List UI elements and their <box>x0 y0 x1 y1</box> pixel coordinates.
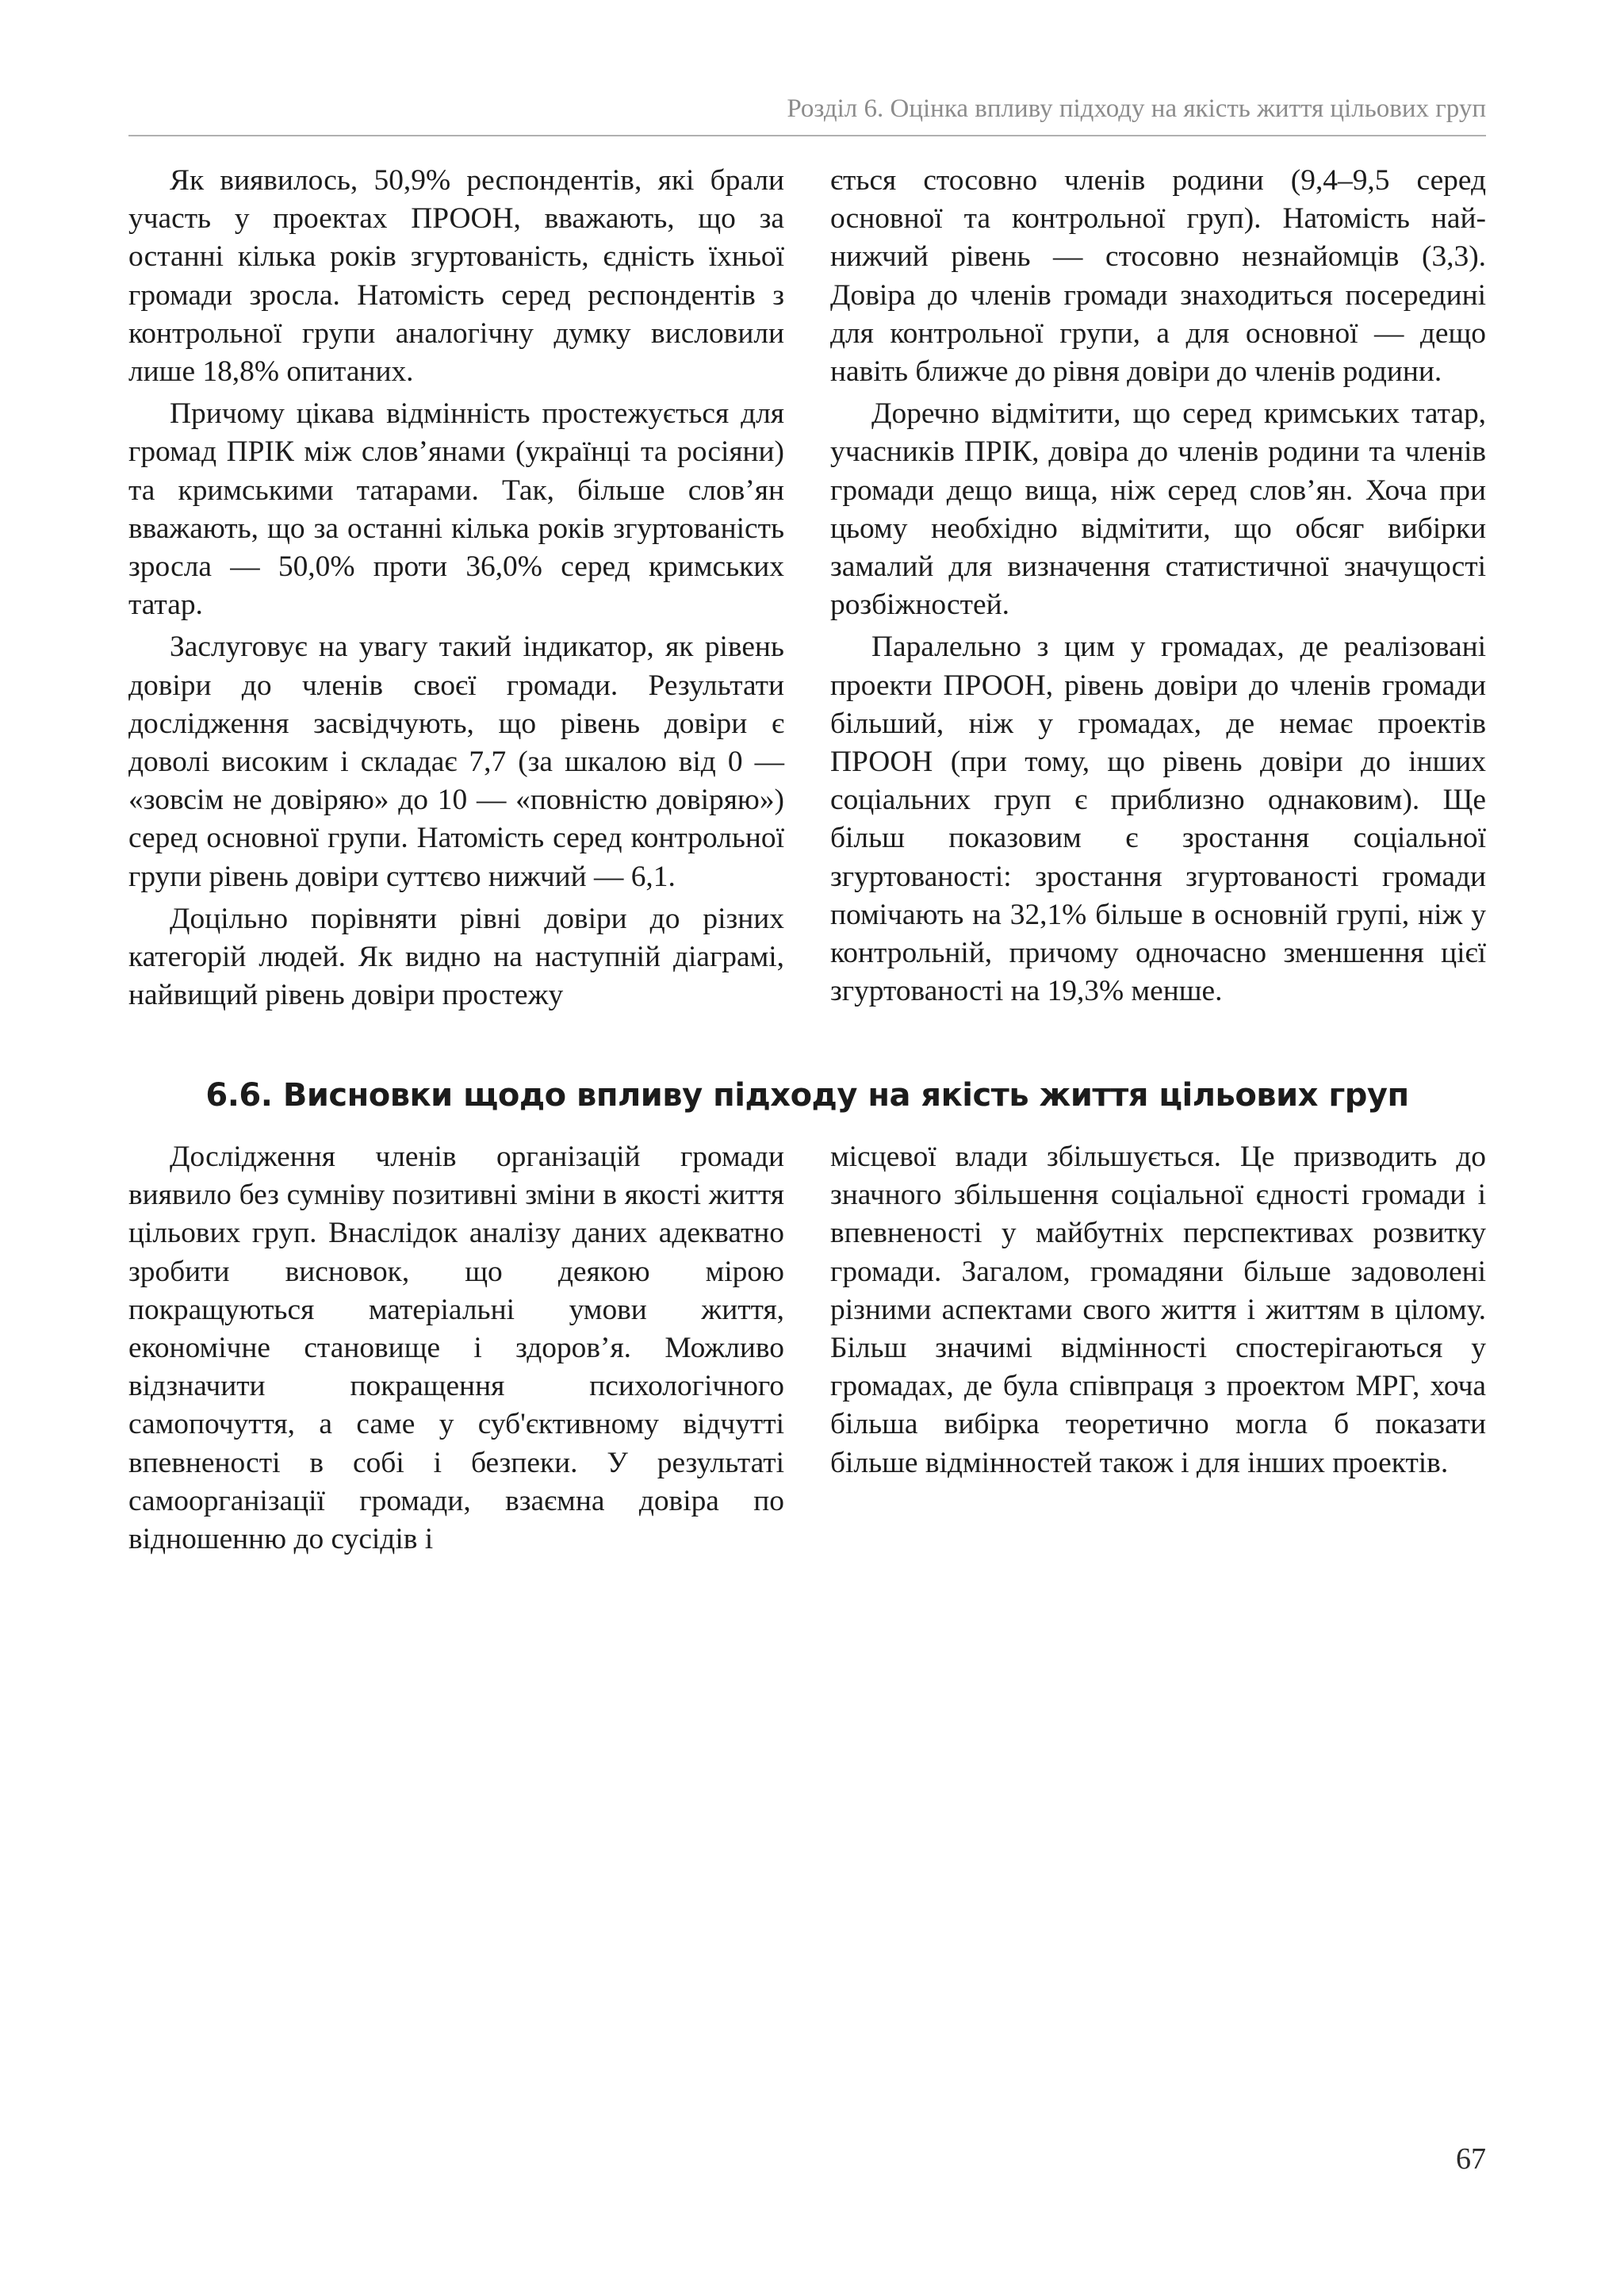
paragraph: Доцільно порівняти рівні довіри до різних категорій людей. Як видно на наступній діаграмі, найвищий рівень довіри простежу <box>128 902 784 1012</box>
page-number: 67 <box>1456 2142 1486 2176</box>
top-right-column <box>830 162 1486 1010</box>
running-head: Розділ 6. Оцінка впливу підходу на якість життя цільових груп <box>787 94 1486 123</box>
paragraph: Причому цікава відмінність простежується для громад ПРІК між слов’янами (українці та росіяни) та кримськими татарами. Так, більше слов’ян вважають, що за останні кілька років згуртованість зросла — 50,0% проти 36,0% серед кримських татар. <box>128 397 784 622</box>
section-heading: 6.6. Висновки щодо впливу підходу на якість життя цільових груп <box>205 1077 1409 1114</box>
paragraph: Дослідження членів організацій громади виявило без сумніву позитивні зміни в якості життя цільових груп. Внаслідок аналізу даних адекватно зробити висновок, що деякою мірою покращуються матеріальні умови життя, економічне становище і здоров’я. Можливо відзначити покращення психологічного самопочуття, а саме у суб'єктивному відчутті впевненості в собі і безпеки. У результаті самоорганізації громади, взаємна довіра по відношенню до сусідів і <box>128 1141 784 1556</box>
paragraph: Доречно відмітити, що серед кримських татар, учасників ПРІК, довіра до членів родини та членів громади дещо вища, ніж серед слов’ян. Хоча при цьому необхідно відмітити, що обсяг вибірки замалий для визначення статистичної значущості розбіжностей. <box>830 397 1486 622</box>
header-rule <box>128 135 1486 136</box>
paragraph: Заслуговує на увагу такий індикатор, як рівень довіри до членів своєї громади. Результати дослідження засвідчують, що рівень довіри є доволі високим і складає 7,7 (за шкалою від 0 — «зовсім не довіряю» до 10 — «повністю довіряю») серед основної групи. Натомість серед контрольної групи рівень довіри суттєво нижчий — 6,1. <box>128 631 784 893</box>
bottom-left-column <box>128 1138 784 1559</box>
paragraph: місцевої влади збільшується. Це призводить до значного збільшення соціальної єдності громади і впевненості у майбутніх перспективах розвитку громади. Загалом, громадяни більше задоволені різними аспектами свого життя і життям в цілому. Більш значимі відмінності спостерігаються у громадах, де була співпраця з проектом МРГ, хоча більша вибірка теоретично могла б показати більше відмінностей також і для інших проектів. <box>830 1141 1486 1479</box>
top-left-column <box>128 162 784 1014</box>
paragraph: Як виявилось, 50,9% респондентів, які брали участь у проектах ПРООН, вважають, що за останні кілька років згуртованість, єдність їхньої громади зросла. Натомість серед респондентів з контрольної групи аналогічну думку висловили лише 18,8% опитаних. <box>128 164 784 389</box>
bottom-right-column <box>830 1138 1486 1482</box>
paragraph: Паралельно з цим у громадах, де реалізовані проекти ПРООН, рівень довіри до членів громади більший, ніж у громадах, де немає проектів ПРООН (при тому, що рівень довіри до інших соціальних груп є приблизно однаковим). Ще більш показовим є зростання соціальної згуртованості: зростання згуртованості громади помічають на 32,1% більше в основній групі, ніж у контрольній, причому одночасно зменшення цієї згуртованості на 19,3% менше. <box>830 631 1486 1008</box>
paragraph: ється стосовно членів родини (9,4–9,5 серед основної та контрольної груп). Натомість найнижчий рівень — стосовно незнайомців (3,3). Довіра до членів громади знаходиться посередині для контрольної групи, а для основної — дещо навіть ближче до рівня довіри до членів родини. <box>830 164 1486 389</box>
